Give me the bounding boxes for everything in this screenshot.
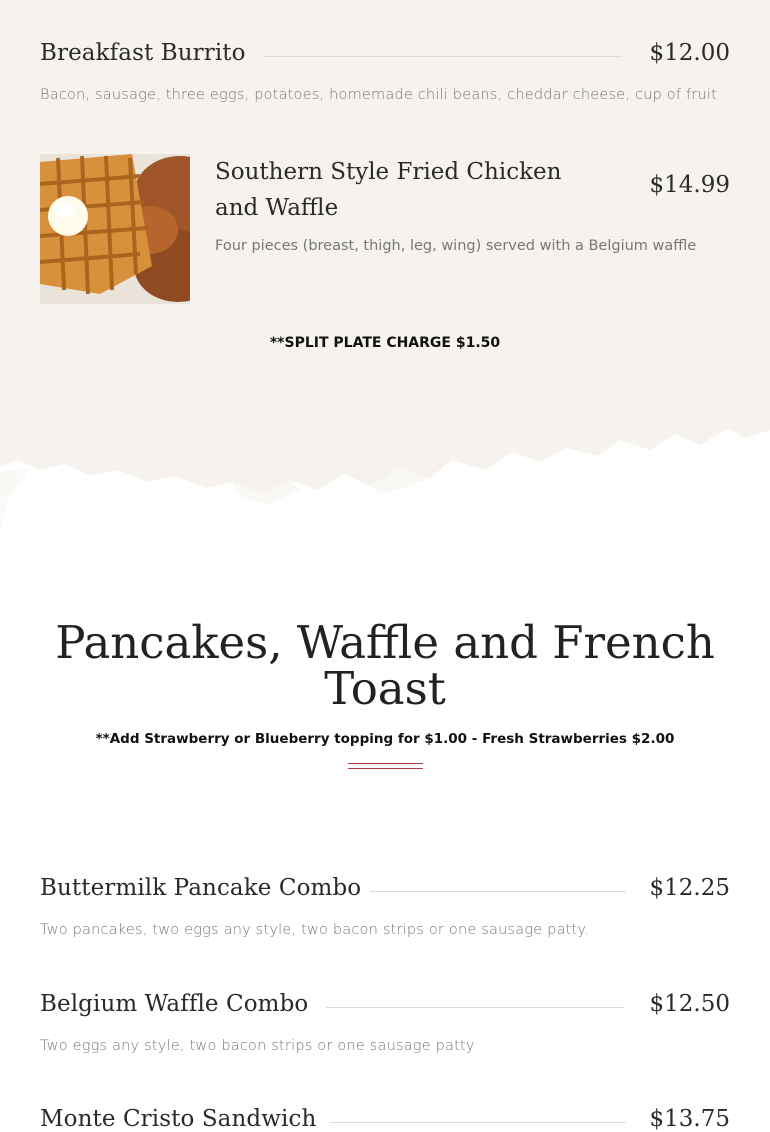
item-description: Two pancakes, two eggs any style, two bacon strips or one sausage patty. [40,922,589,938]
split-plate-note: **SPLIT PLATE CHARGE $1.50 [269,335,501,351]
item-price: $13.75 [649,1106,730,1132]
chicken-and-waffle-photo[interactable] [40,154,190,304]
menu-item [40,40,730,110]
top-menu-section [0,0,770,560]
item-description: Bacon, sausage, three eggs, potatoes, homemade chili beans, cheddar cheese, cup of fruit [40,87,717,103]
section-title: Pancakes, Waffle and French Toast [55,616,715,715]
leader-rule [330,1122,626,1123]
item-name: Monte Cristo Sandwich [40,1106,317,1132]
item-name: Southern Style Fried Chicken and Waffle [215,159,562,221]
item-name: Buttermilk Pancake Combo [40,875,362,901]
item-price: $12.00 [649,40,730,66]
item-name: Breakfast Burrito [40,40,246,66]
item-name: Belgium Waffle Combo [40,991,309,1017]
section-divider [348,763,423,769]
menu-item [40,1106,730,1131]
menu-item [40,875,730,945]
item-description: Two eggs any style, two bacon strips or one sausage patty [40,1038,475,1054]
section-note: **Add Strawberry or Blueberry topping for $1.00 - Fresh Strawberries $2.00 [95,731,675,747]
item-price: $12.25 [649,875,730,901]
leader-rule [264,56,622,57]
leader-rule [370,891,626,892]
menu-item [40,991,730,1061]
menu-item-with-photo [40,154,730,304]
item-description: Four pieces (breast, thigh, leg, wing) served with a Belgium waffle [215,238,697,254]
item-price: $14.99 [649,172,730,198]
brush-stroke-edge [0,390,770,560]
item-price: $12.50 [649,991,730,1017]
leader-rule [326,1007,624,1008]
